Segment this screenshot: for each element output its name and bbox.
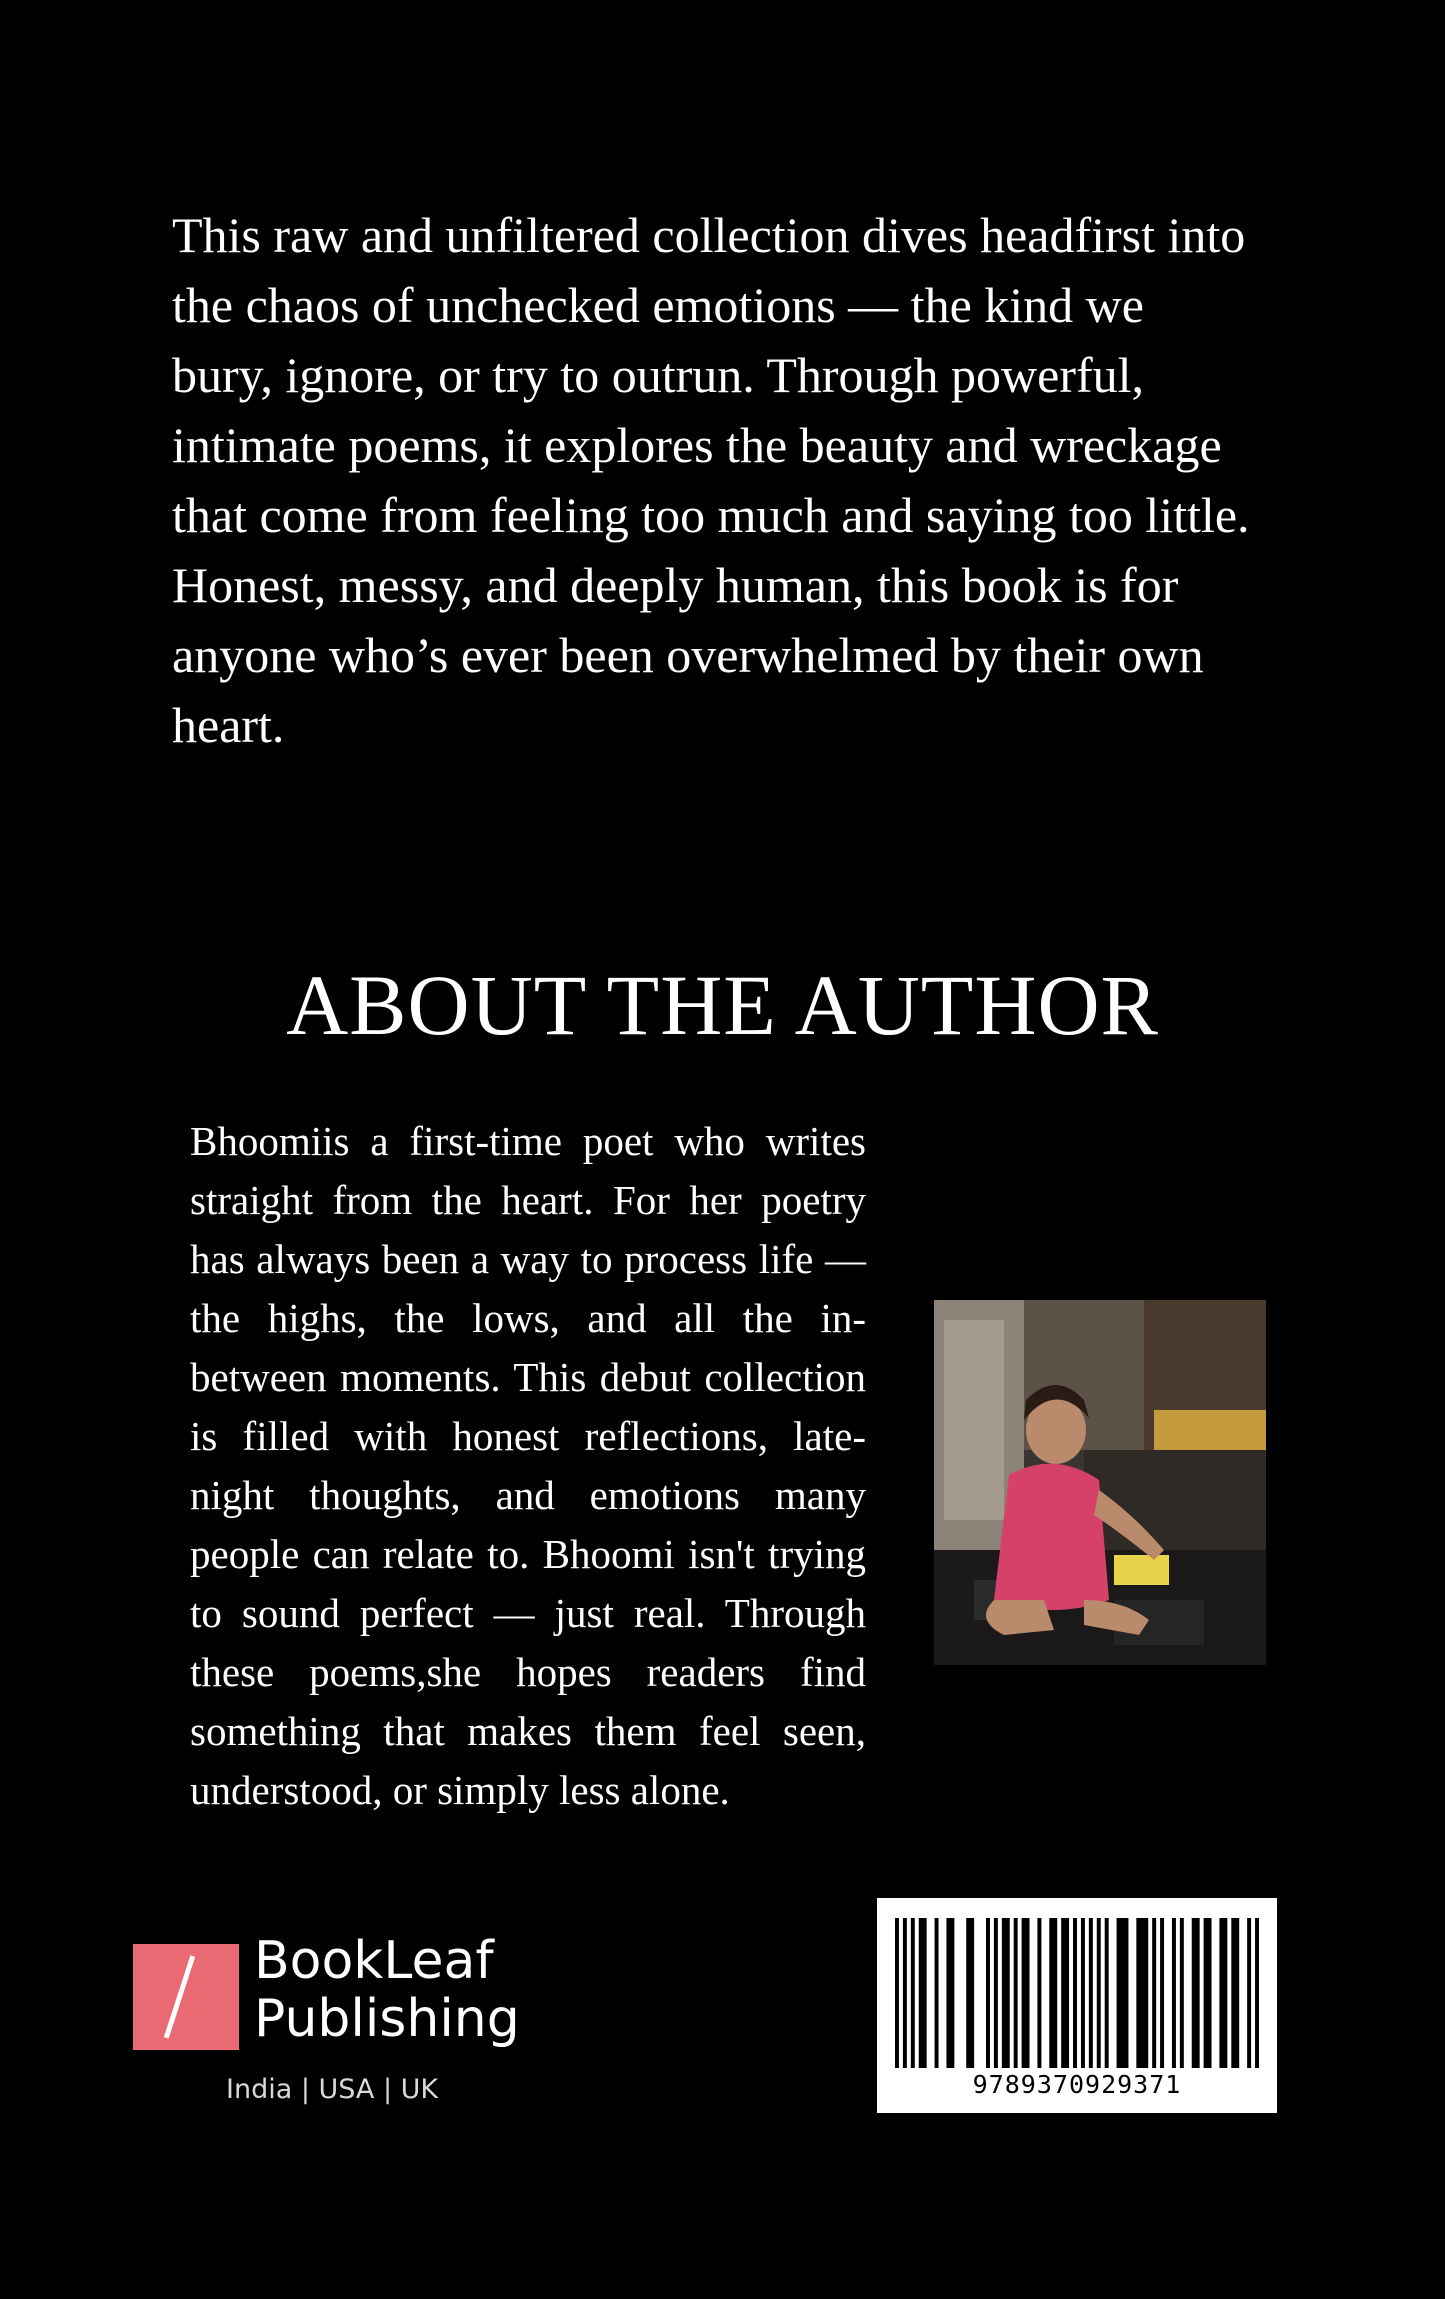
author-photo-image [934,1300,1266,1665]
publisher-name [254,1932,520,2048]
publisher-slash-icon [133,1944,239,2050]
book-blurb: This raw and unfiltered collection dives headfirst into the chaos of unchecked emotions — the kind we bury, ignore, or try to outrun. Through powerful, intimate poems, it explores the beauty and wreckage that come from feeling too much and saying too little. Honest, messy, and deeply human, this book is for anyone who’s ever been overwhelmed by their own heart. [172,207,1250,753]
about-author-heading: ABOUT THE AUTHOR [286,957,1159,1053]
author-photo [934,1300,1266,1665]
author-bio: Bhoomiis a first-time poet who writes straight from the heart. For her poetry has always been a way to process life — the highs, the lows, and all the in-between moments. This debut collection is filled with honest reflections, late-night thoughts, and emotions many people can relate to. Bhoomi isn't trying to sound perfect — just real. Through these poems,she hopes readers find something that makes them feel seen, understood, or simply less alone. [190,1118,866,1813]
barcode-bars [895,1918,1259,2068]
publisher-name-line2: Publishing [254,1989,520,2049]
publisher-logo [133,1931,553,2110]
isbn-number: 9789370929371 [972,2070,1182,2099]
isbn-barcode [877,1898,1277,2113]
publisher-name-line1: BookLeaf [254,1931,494,1991]
publisher-regions: India | USA | UK [226,2074,439,2105]
